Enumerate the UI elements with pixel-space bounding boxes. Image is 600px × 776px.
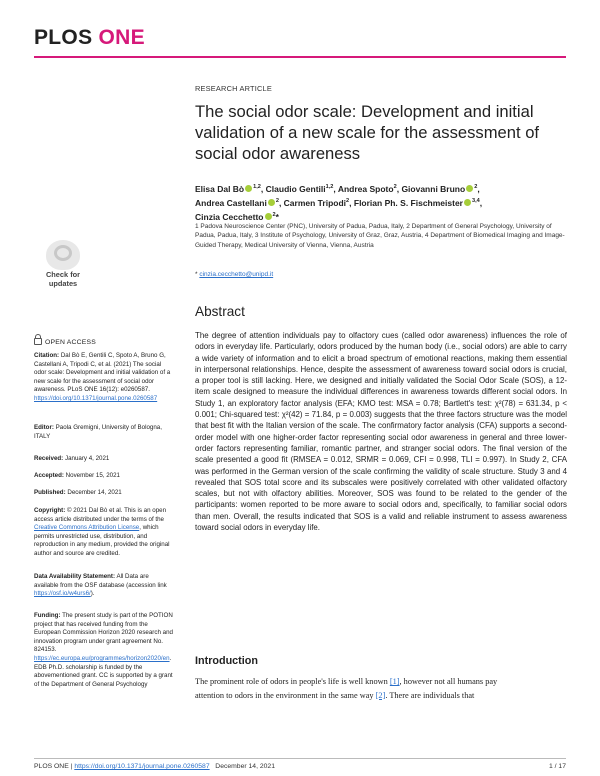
intro-text: attention to odors in the environment in the same way bbox=[195, 690, 376, 700]
copyright bbox=[34, 507, 174, 559]
article-type: RESEARCH ARTICLE bbox=[195, 84, 272, 93]
intro-text: , however not all humans pay bbox=[399, 677, 498, 686]
abstract-text: The degree of attention individuals pay to olfactory cues (called odor awareness) influences the role of odors in everyday life. Particularly, odors produced by the human body (i.e., social odors) are able to carry a wide variety of information and to elicit a broad spectrum of emotional reactions, making them essential in interpersonal relationships. Hence, despite the assessment of awareness toward social odors is crucial, a proper tool is still lacking. Here, we designed and initially validated the Social Odor Scale (SOS), a 12-item scale designed to measure the individual differences in awareness towards different social odors. In Study 1, an exploratory factor analysis (EFA; KMO test: MSA = 0.78; Bartlett's test: χ²(78) = 631.34, p < 0.001; Chi-squared test: χ²(42) = 71.84, p = 0.003) suggests that the three factors structure was the model that best fit with the Italian version of the scale. The confirmatory factor analysis (CFA) supports a second-order model with one higher-order factor representing social odor awareness in general and three lower-order factors representing familiar, romantic partner, and stranger social odors. The final version of the scale presented a good fit (RMSEA = 0.012, SRMR = 0.069, CFI = 0.998, TLI = 0.997). In Study 2, CFA was performed in the German version of the scale confirming the validity of scale structure. Study 3 and 4 revealed that SOS total score and its subscales were positively correlated with other validated olfactory scales, but not with olfactory abilities. Moreover, SOS was found to be related to the gender of the participants: women reported to be more aware to social odors and, specifically, to familiar social odors than men. Overall, the results indicated that SOS is a valid and reliable instrument to assess awareness toward social odors in everyday life. bbox=[195, 331, 567, 533]
footer-date: December 14, 2021 bbox=[215, 763, 275, 770]
funding-label: Funding: bbox=[34, 612, 61, 619]
author-affil: 1,2 bbox=[325, 184, 334, 190]
corresponding-star: * bbox=[275, 211, 279, 222]
author-name[interactable]: Giovanni Bruno bbox=[401, 183, 466, 194]
author-name[interactable]: Andrea Castellani bbox=[195, 197, 267, 208]
horizon-link[interactable]: https://ec.europa.eu/programmes/horizon2020/en bbox=[34, 654, 170, 662]
author-name[interactable]: Florian Ph. S. Fischmeister bbox=[353, 197, 463, 208]
author-name[interactable]: Andrea Spoto bbox=[337, 183, 394, 194]
footer-doi-link[interactable]: https://doi.org/10.1371/journal.pone.0260587 bbox=[74, 763, 210, 770]
author-affil: 2 bbox=[346, 197, 350, 204]
editor-text: Paola Gremigni, University of Bologna, ITALY bbox=[34, 424, 162, 440]
check-updates-label: Check for bbox=[45, 270, 81, 279]
reference-link[interactable]: [1] bbox=[389, 677, 400, 686]
author-affil: 3,4 bbox=[472, 197, 480, 204]
intro-text: . There are individuals that bbox=[385, 690, 475, 700]
author-affil: 2 bbox=[272, 211, 276, 218]
footer-journal: PLOS ONE bbox=[34, 763, 69, 770]
orcid-icon[interactable] bbox=[464, 199, 471, 206]
author-name[interactable]: Carmen Tripodi bbox=[283, 197, 347, 208]
data-availability-label: Data Availability Statement: bbox=[34, 573, 116, 580]
license-link[interactable]: Creative Commons Attribution License bbox=[34, 524, 140, 532]
accepted-value: November 15, 2021 bbox=[65, 472, 121, 479]
copyright-text: © 2021 Dal Bò et al. This is an open access article distributed under the terms of the bbox=[34, 507, 167, 523]
page-number: 1 / 17 bbox=[548, 763, 566, 770]
citation-text: Dal Bò E, Gentili C, Spoto A, Bruno G, Castellani A, Tripodi C, et al. (2021) The social odor scale: Development and initial validation of a new scale for the assessment of social odor awareness. PLoS ONE 16(12): e0260587. bbox=[34, 352, 171, 394]
author-name[interactable]: Claudio Gentili bbox=[265, 183, 326, 194]
funding-text: The present study is part of the POTION project that has received funding from the European Commission Horizon 2020 research and innovation program under grant agreement No. 824153. bbox=[34, 612, 173, 654]
open-lock-icon bbox=[34, 338, 42, 345]
citation bbox=[34, 352, 174, 404]
author-affil: 1,2 bbox=[253, 184, 261, 190]
check-updates-label: updates bbox=[48, 278, 78, 288]
logo-one: ONE bbox=[98, 26, 145, 49]
abstract-heading: Abstract bbox=[195, 304, 245, 319]
open-access-badge bbox=[34, 338, 174, 348]
intro-text: The prominent role of odors in people's life is well known bbox=[195, 677, 390, 686]
corresponding-email bbox=[195, 271, 567, 278]
orcid-icon[interactable] bbox=[265, 213, 272, 220]
accepted-label: Accepted: bbox=[34, 472, 64, 479]
copyright-text: , which permits unrestricted use, distribution, and reproduction in any medium, provided the original author and source are credited. bbox=[34, 524, 170, 557]
citation-doi-link[interactable]: https://doi.org/10.1371/journal.pone.0260587 bbox=[34, 394, 158, 402]
author-list: Elisa Dal Bò $^{1,2}$, Claudio Gentili$^{1,2}$, Andrea Spoto$^2$, Giovanni Bruno $^2$, Andrea Castellani $^2$, Carmen Tripodi$^2$, Florian Ph. S. Fischmeister $^{3,4}$, Cinzia Cecchetto $^2$* bbox=[195, 183, 483, 222]
author-affil: 2 bbox=[275, 197, 279, 204]
author-affil: 2 bbox=[393, 184, 397, 190]
author-name[interactable]: Elisa Dal Bò bbox=[195, 183, 245, 194]
published-date bbox=[34, 489, 174, 498]
introduction-heading: Introduction bbox=[195, 655, 258, 667]
footer-divider bbox=[34, 758, 566, 759]
reference-link[interactable]: [2] bbox=[375, 690, 386, 700]
citation-label: Citation: bbox=[34, 352, 60, 359]
email-link[interactable]: cinzia.cecchetto@unipd.it bbox=[199, 271, 274, 278]
copyright-label: Copyright: bbox=[34, 507, 66, 514]
data-availability-text: All Data are available from the OSF database (accession link bbox=[34, 573, 167, 589]
editor bbox=[34, 424, 174, 441]
published-value: December 14, 2021 bbox=[67, 489, 122, 496]
funding bbox=[34, 612, 174, 689]
author-name[interactable]: Cinzia Cecchetto bbox=[195, 211, 264, 222]
editor-label: Editor: bbox=[34, 424, 54, 431]
orcid-icon[interactable] bbox=[245, 185, 252, 192]
article-title: The social odor scale: Development and initial validation of a new scale for the assessment of social odor awareness bbox=[195, 102, 540, 163]
email-star: * bbox=[195, 271, 198, 278]
data-availability bbox=[34, 573, 174, 599]
funding-text: . EDB Ph.D. scholarship is funded by the abovementioned grant. CC is supported by a grant of the Department of General Psychology bbox=[34, 654, 173, 688]
data-availability-text: ). bbox=[90, 590, 95, 598]
logo-plos: PLOS bbox=[34, 26, 93, 49]
author-affil: 2 bbox=[474, 184, 478, 190]
footer-citation bbox=[34, 763, 275, 770]
osf-link[interactable]: https://osf.io/w4urs6/ bbox=[34, 590, 91, 598]
orcid-icon[interactable] bbox=[466, 185, 473, 192]
published-label: Published: bbox=[34, 489, 66, 496]
open-access-label: OPEN ACCESS bbox=[45, 339, 96, 346]
check-for-updates-button[interactable] bbox=[34, 240, 92, 296]
affiliations: 1 Padova Neuroscience Center (PNC), University of Padua, Padua, Italy, 2 Department of General Psychology, University of Padua, Padua, Italy, 3 Institute of Psychology, University of Graz, Graz, Austria, 4 Department of Biomedical Imaging and Image-Guided Therapy, Medical University of Vienna, Vienna, Austria bbox=[195, 223, 565, 249]
introduction-text bbox=[195, 675, 567, 702]
journal-logo[interactable] bbox=[34, 26, 145, 50]
received-date bbox=[34, 455, 174, 464]
orcid-icon[interactable] bbox=[268, 199, 275, 206]
accepted-date bbox=[34, 472, 174, 481]
received-label: Received: bbox=[34, 455, 64, 462]
check-updates-icon bbox=[46, 240, 80, 270]
received-value: January 4, 2021 bbox=[64, 455, 110, 462]
footer-sep: | bbox=[68, 763, 75, 770]
header-divider bbox=[34, 56, 566, 58]
